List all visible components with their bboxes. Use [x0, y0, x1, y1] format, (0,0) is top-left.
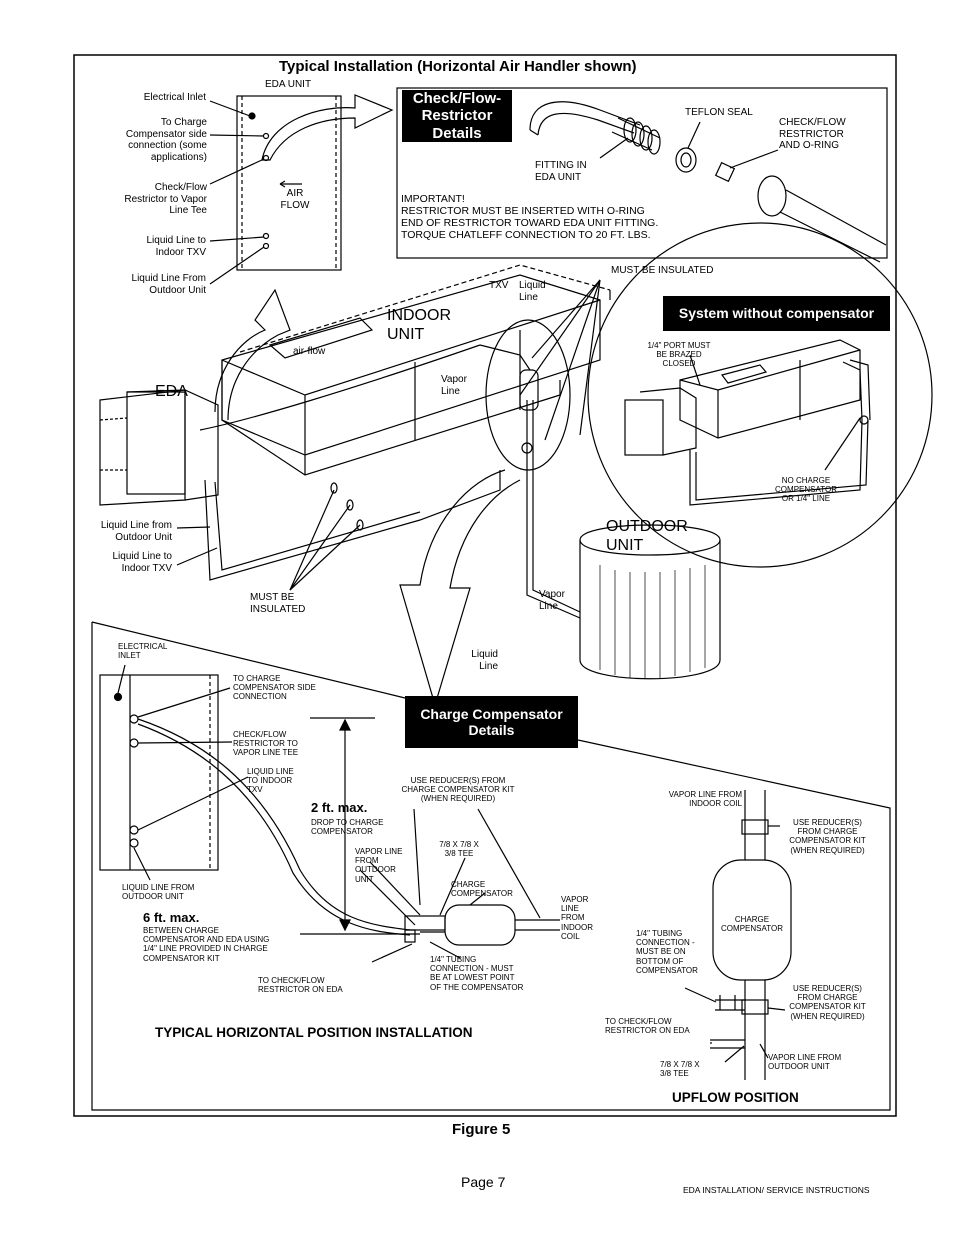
- label-check-flow-oring: CHECK/FLOW RESTRICTOR AND O-RING: [779, 117, 846, 151]
- check-flow-title: Check/Flow- Restrictor Details: [402, 90, 512, 142]
- figure-title: Typical Installation (Horizontal Air Handler shown): [279, 58, 637, 75]
- label-eda: EDA: [155, 383, 188, 400]
- label-liquid-line: Liquid Line: [519, 280, 546, 303]
- label-no-charge: NO CHARGE COMPENSATOR OR 1/4" LINE: [775, 476, 837, 504]
- label-upflow-vapor-outdoor: VAPOR LINE FROM OUTDOOR UNIT: [768, 1053, 842, 1072]
- label-liquid-to-txv-main: Liquid Line to Indoor TXV: [112, 551, 172, 574]
- six-ft-desc: BETWEEN CHARGE COMPENSATOR AND EDA USING 1/4" LINE PROVIDED IN CHARGE COMPENSATOR KIT: [143, 926, 270, 963]
- label-liquid-from-outdoor-lower: LIQUID LINE FROM OUTDOOR UNIT: [122, 883, 195, 902]
- label-upflow-vapor-indoor: VAPOR LINE FROM INDOOR COIL: [668, 790, 742, 809]
- figure-caption: Figure 5: [452, 1121, 511, 1138]
- horizontal-title: TYPICAL HORIZONTAL POSITION INSTALLATION: [155, 1025, 473, 1040]
- label-upflow-reducer-2: USE REDUCER(S) FROM CHARGE COMPENSATOR KIT (WHEN REQUIRED): [789, 984, 866, 1021]
- upflow-title: UPFLOW POSITION: [672, 1090, 799, 1105]
- label-upflow-compensator: CHARGE COMPENSATOR: [721, 915, 783, 934]
- label-vapor-line: Vapor Line: [441, 374, 467, 397]
- label-to-check-flow-lower: TO CHECK/FLOW RESTRICTOR ON EDA: [258, 976, 343, 995]
- label-must-be-insulated-top: MUST BE INSULATED: [611, 265, 714, 276]
- label-vapor-from-indoor-lower: VAPOR LINE FROM INDOOR COIL: [561, 895, 593, 941]
- label-must-be-insulated-bottom: MUST BE INSULATED: [250, 592, 306, 615]
- eda-unit-title: EDA UNIT: [264, 79, 312, 90]
- label-upflow-tubing: 1/4" TUBING CONNECTION - MUST BE ON BOTTOM OF COMPENSATOR: [636, 929, 698, 975]
- label-liquid-to-txv-lower: LIQUID LINE TO INDOOR TXV: [247, 767, 294, 795]
- label-liquid-to-txv: Liquid Line to Indoor TXV: [146, 235, 206, 258]
- label-indoor-unit: INDOOR UNIT: [387, 307, 451, 344]
- label-outdoor-unit: OUTDOOR UNIT: [606, 518, 688, 555]
- label-upflow-reducer-1: USE REDUCER(S) FROM CHARGE COMPENSATOR KIT (WHEN REQUIRED): [789, 818, 866, 855]
- label-electrical-inlet-lower: ELECTRICAL INLET: [118, 642, 168, 661]
- label-air-flow: air-flow: [293, 346, 326, 357]
- eda-air-flow-label: AIR FLOW: [280, 188, 310, 211]
- doc-footer: EDA INSTALLATION/ SERVICE INSTRUCTIONS: [683, 1185, 870, 1195]
- label-liquid-from-outdoor-main: Liquid Line from Outdoor Unit: [100, 520, 172, 543]
- label-vapor-line-outdoor: Vapor Line: [539, 589, 565, 612]
- system-without-title: System without compensator: [663, 296, 890, 331]
- label-use-reducer-top: USE REDUCER(S) FROM CHARGE COMPENSATOR KIT (WHEN REQUIRED): [401, 776, 515, 804]
- two-ft-max: 2 ft. max.: [311, 800, 368, 815]
- important-note: IMPORTANT! RESTRICTOR MUST BE INSERTED WITH O-RING END OF RESTRICTOR TOWARD EDA UNIT FITTING. TORQUE CHATLEFF CONNECTION TO 20 FT. LBS.: [401, 193, 659, 242]
- label-fitting: FITTING IN EDA UNIT: [535, 160, 587, 183]
- label-port-brazed: 1/4" PORT MUST BE BRAZED CLOSED: [647, 341, 711, 369]
- two-ft-desc: DROP TO CHARGE COMPENSATOR: [311, 818, 384, 837]
- label-electrical-inlet: Electrical Inlet: [143, 92, 206, 103]
- label-tubing-lower: 1/4" TUBING CONNECTION - MUST BE AT LOWEST POINT OF THE COMPENSATOR: [430, 955, 524, 992]
- label-txv: TXV: [489, 280, 509, 291]
- label-vapor-from-outdoor-lower: VAPOR LINE FROM OUTDOOR UNIT: [355, 847, 403, 884]
- label-to-charge-comp: TO CHARGE COMPENSATOR SIDE CONNECTION: [233, 674, 316, 702]
- label-charge-compensator-lower: CHARGE COMPENSATOR: [451, 880, 513, 899]
- label-tee-lower: 7/8 X 7/8 X 3/8 TEE: [439, 840, 479, 859]
- label-upflow-check-flow: TO CHECK/FLOW RESTRICTOR ON EDA: [605, 1017, 690, 1036]
- label-teflon-seal: TEFLON SEAL: [685, 107, 753, 118]
- page-number: Page 7: [461, 1174, 506, 1190]
- label-upflow-tee: 7/8 X 7/8 X 3/8 TEE: [660, 1060, 700, 1079]
- label-liquid-from-outdoor: Liquid Line From Outdoor Unit: [131, 273, 206, 296]
- label-liquid-line-outdoor: Liquid Line: [471, 649, 498, 672]
- charge-comp-title: Charge Compensator Details: [405, 696, 578, 748]
- six-ft-max: 6 ft. max.: [143, 910, 200, 925]
- label-check-flow-vapor: Check/Flow Restrictor to Vapor Line Tee: [124, 182, 207, 216]
- label-charge-comp-side: To Charge Compensator side connection (some applications): [125, 117, 207, 163]
- label-check-flow-vapor-lower: CHECK/FLOW RESTRICTOR TO VAPOR LINE TEE: [233, 730, 299, 758]
